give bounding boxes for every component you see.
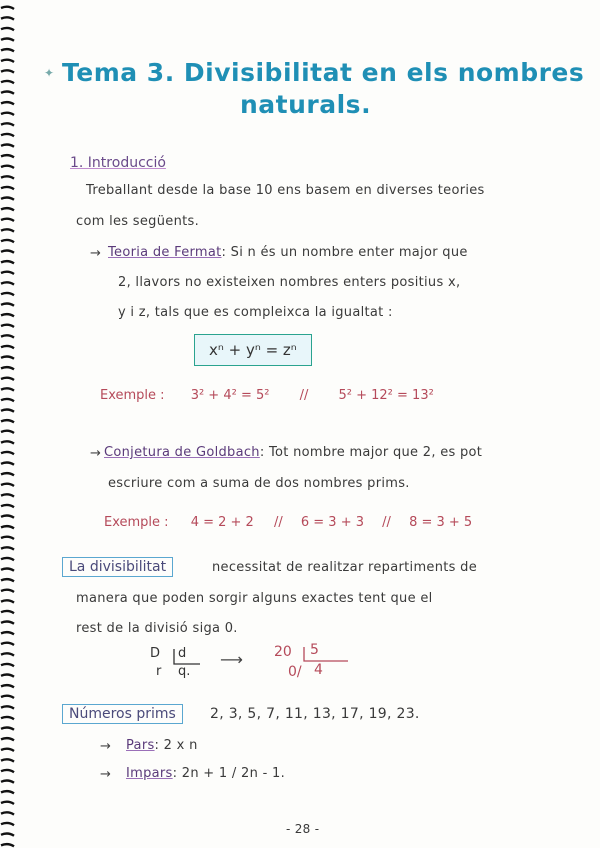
spiral-ring [1, 145, 14, 147]
goldbach-text-line2: escriure com a suma de dos nombres prims. [108, 476, 410, 491]
spiral-ring [1, 219, 14, 221]
spiral-ring [1, 812, 14, 814]
spiral-ring [1, 717, 14, 719]
spiral-ring [1, 272, 14, 274]
spiral-ring [1, 558, 14, 560]
example-remainder: 0/ [288, 664, 302, 680]
page-title: Tema 3. Divisibilitat en els nombres [62, 58, 585, 87]
fermat-text-line3: y i z, tals que es compleixca la igualtat : [118, 305, 393, 320]
spiral-ring [1, 70, 14, 72]
divisibilitat-text-line2: manera que poden sorgir alguns exactes tent que el [76, 591, 433, 606]
example-quotient: 4 [314, 662, 323, 678]
example-separator: // [273, 515, 283, 530]
example-division-bracket [274, 644, 354, 684]
arrow-right-icon: ⟶ [220, 650, 243, 669]
spiral-ring [1, 229, 14, 231]
example-dividend: 20 [274, 644, 292, 660]
spiral-ring [1, 81, 14, 83]
spiral-ring [1, 664, 14, 666]
fermat-text-line1: : Si n és un nombre enter major que [221, 245, 468, 260]
spiral-ring [1, 685, 14, 687]
spiral-ring [1, 187, 14, 189]
goldbach-example-3: 8 = 3 + 5 [409, 515, 473, 530]
spiral-ring [1, 526, 14, 528]
spiral-binding [0, 0, 16, 848]
spiral-ring [1, 261, 14, 263]
spiral-ring [1, 357, 14, 359]
spiral-ring [1, 675, 14, 677]
arrow-right-icon: → [100, 767, 111, 782]
spiral-ring [1, 420, 14, 422]
spiral-ring [1, 611, 14, 613]
spiral-ring [1, 452, 14, 454]
spiral-ring [1, 7, 14, 9]
fermat-example-1: 3² + 4² = 5² [190, 388, 270, 403]
divisibilitat-label: La divisibilitat [62, 557, 173, 577]
spiral-ring [1, 505, 14, 507]
divisibilitat-text-line1: necessitat de realitzar repartiments de [212, 560, 478, 575]
spiral-ring [1, 791, 14, 793]
fermat-example-row [100, 388, 434, 403]
spiral-ring [1, 728, 14, 730]
spiral-ring [1, 176, 14, 178]
spiral-ring [1, 304, 14, 306]
spiral-ring [1, 134, 14, 136]
spiral-ring [1, 282, 14, 284]
spiral-ring [1, 102, 14, 104]
spiral-ring [1, 759, 14, 761]
spiral-ring [1, 251, 14, 253]
arrow-right-icon: → [100, 739, 111, 754]
example-label: Exemple : [100, 388, 165, 403]
fermat-formula-box: xⁿ + yⁿ = zⁿ [194, 334, 312, 366]
spiral-ring [1, 28, 14, 30]
spiral-ring [1, 749, 14, 751]
spiral-ring [1, 367, 14, 369]
spiral-ring [1, 802, 14, 804]
goldbach-label: Conjetura de Goldbach [104, 445, 260, 460]
spiral-ring [1, 92, 14, 94]
goldbach-text-line1: : Tot nombre major que 2, es pot [259, 445, 483, 460]
division-diagram-generic [150, 646, 210, 686]
spiral-ring [1, 463, 14, 465]
prims-label: Números prims [62, 704, 183, 724]
impars-row [126, 766, 285, 781]
example-separator: // [299, 388, 309, 403]
impars-label: Impars [126, 766, 173, 781]
spiral-ring [1, 166, 14, 168]
pars-value: : 2 x n [154, 738, 198, 753]
division-diagram-example [274, 644, 354, 684]
fermat-text-line2: 2, llavors no existeixen nombres enters positius x, [118, 275, 461, 290]
fermat-example-2: 5² + 12² = 13² [338, 388, 434, 403]
spiral-ring [1, 441, 14, 443]
fermat-line1 [108, 245, 468, 260]
spiral-ring [1, 198, 14, 200]
page-number: - 28 - [286, 822, 320, 836]
page-title-line2: naturals. [240, 90, 372, 119]
spiral-ring [1, 346, 14, 348]
remainder: r [156, 664, 162, 679]
spiral-ring [1, 155, 14, 157]
example-separator: // [382, 515, 391, 530]
spiral-ring [1, 781, 14, 783]
spiral-ring [1, 844, 14, 846]
arrow-right-icon: → [90, 246, 101, 261]
spiral-ring [1, 770, 14, 772]
arrow-right-icon: → [90, 446, 101, 461]
pars-label: Pars [126, 738, 155, 753]
spiral-ring [1, 335, 14, 337]
spiral-ring [1, 569, 14, 571]
example-divisor: 5 [310, 642, 319, 658]
goldbach-example-1: 4 = 2 + 2 [190, 515, 254, 530]
impars-value: : 2n + 1 / 2n - 1. [172, 766, 286, 781]
spiral-ring [1, 399, 14, 401]
spiral-ring [1, 378, 14, 380]
division-bracket [150, 646, 210, 686]
spiral-ring [1, 738, 14, 740]
section-heading-introduccio: 1. Introducció [70, 155, 166, 171]
intro-text-line2: com les següents. [76, 214, 200, 229]
spiral-ring [1, 537, 14, 539]
spiral-ring [1, 410, 14, 412]
spiral-ring [1, 547, 14, 549]
spiral-ring [1, 39, 14, 41]
spiral-ring [1, 643, 14, 645]
quotient: q. [178, 664, 191, 679]
spiral-ring [1, 653, 14, 655]
spiral-ring [1, 579, 14, 581]
spiral-ring [1, 706, 14, 708]
goldbach-example-2: 6 = 3 + 3 [300, 515, 365, 530]
intro-text-line1: Treballant desde la base 10 ens basem en diverses teories [86, 183, 485, 198]
spiral-ring [1, 123, 14, 125]
spiral-ring [1, 696, 14, 698]
pars-row [126, 738, 198, 753]
spiral-ring [1, 590, 14, 592]
spiral-ring [1, 823, 14, 825]
spiral-ring [1, 17, 14, 19]
spiral-ring [1, 325, 14, 327]
example-label: Exemple : [104, 515, 169, 530]
spiral-ring [1, 208, 14, 210]
goldbach-example-row [104, 515, 472, 530]
prims-list: 2, 3, 5, 7, 11, 13, 17, 19, 23. [210, 706, 420, 722]
spiral-ring [1, 49, 14, 51]
spiral-ring [1, 516, 14, 518]
spiral-ring [1, 431, 14, 433]
spiral-ring [1, 834, 14, 836]
dividend: D [150, 646, 161, 661]
divisibilitat-text-line3: rest de la divisió siga 0. [76, 621, 238, 636]
spiral-ring [1, 388, 14, 390]
spiral-ring [1, 484, 14, 486]
spiral-ring [1, 293, 14, 295]
spiral-ring [1, 622, 14, 624]
goldbach-line1 [104, 445, 482, 460]
spiral-ring [1, 494, 14, 496]
spiral-ring [1, 632, 14, 634]
fermat-label: Teoria de Fermat [108, 245, 222, 260]
spiral-ring [1, 113, 14, 115]
spiral-ring [1, 473, 14, 475]
title-star-icon: ✦ [44, 66, 55, 80]
spiral-ring [1, 600, 14, 602]
divisor: d [178, 646, 187, 661]
spiral-ring [1, 314, 14, 316]
spiral-ring [1, 240, 14, 242]
spiral-ring [1, 60, 14, 62]
